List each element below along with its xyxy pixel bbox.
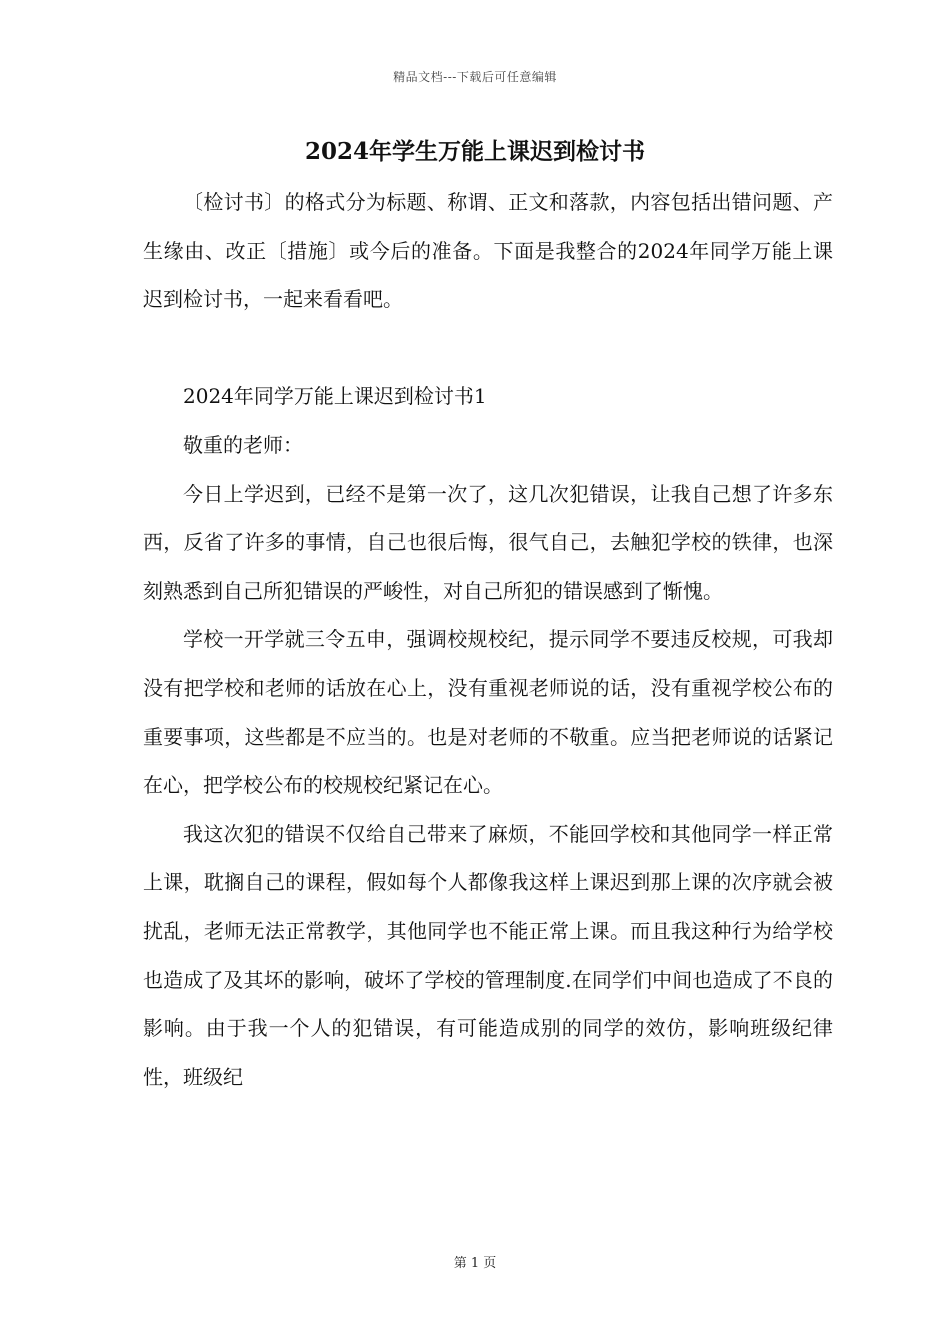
body-paragraph-3: 我这次犯的错误不仅给自己带来了麻烦，不能回学校和其他同学一样正常上课，耽搁自己的课程，假如每个人都像我这样上课迟到那上课的次序就会被扰乱，老师无法正常教学，其他同学也不能正常上课。而且我这种行为给学校也造成了及其坏的影响，破坏了学校的管理制度.在同学们中间也造成了不良的影响。由于我一个人的犯错误，有可能造成别的同学的效仿，影响班级纪律性，班级纪 [143, 821, 833, 1089]
document-title: 2024年学生万能上课迟到检讨书 [304, 138, 645, 165]
salutation: 敬重的老师： [183, 432, 303, 457]
header-note: 精品文档---下载后可任意编辑 [393, 70, 557, 84]
intro-paragraph: 〔检讨书〕的格式分为标题、称谓、正文和落款，内容包括出错问题、产生缘由、改正〔措施〕或今后的准备。下面是我整合的2024年同学万能上课迟到检讨书，一起来看看吧。 [143, 190, 833, 312]
body-paragraph-1: 今日上学迟到，已经不是第一次了，这几次犯错误，让我自己想了许多东西，反省了许多的事情，自己也很后悔，很气自己，去触犯学校的铁律，也深刻熟悉到自己所犯错误的严峻性，对自己所犯的错误感到了惭愧。 [143, 481, 833, 603]
section-title: 2024年同学万能上课迟到检讨书1 [183, 384, 487, 409]
document-body [143, 178, 833, 1101]
body-paragraph-2: 学校一开学就三令五申，强调校规校纪，提示同学不要违反校规，可我却没有把学校和老师的话放在心上，没有重视老师说的话，没有重视学校公布的重要事项，这些都是不应当的。也是对老师的不敬重。应当把老师说的话紧记在心，把学校公布的校规校纪紧记在心。 [143, 627, 833, 798]
page-number: 第 1 页 [453, 1256, 497, 1271]
